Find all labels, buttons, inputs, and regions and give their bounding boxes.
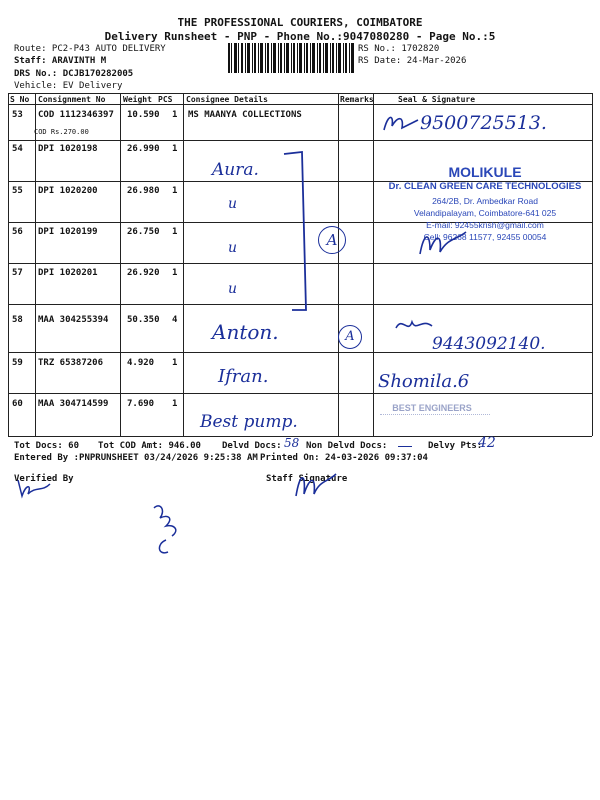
handwritten-name-54: Aura. [212,160,259,180]
drs-number: DRS No.: DCJB170282005 [14,69,134,79]
delivered-docs-value: 58 [284,436,300,450]
row-weight: 10.590 [127,110,160,120]
rs-number: RS No.: 1702820 [358,44,440,54]
stamp-address-2: Velandipalayam, Coimbatore-641 025 [413,208,557,218]
route-label: Route: PC2-P43 AUTO DELIVERY [14,44,166,54]
handwritten-name-60: Best pump. [200,412,298,432]
row-sno: 53 [12,110,23,120]
row-pcs: 4 [172,315,178,325]
extra-signature-mark [144,500,190,560]
staff-signature-label: Staff Signature [266,474,348,484]
verified-by-label: Verified By [14,474,74,484]
row-consignment: MAA 304714599 [38,399,109,409]
col-consignment: Consignment No [38,95,106,104]
company-name: THE PROFESSIONAL COURIERS, COIMBATORE [177,16,423,29]
delivered-docs-label: Delvd Docs: [222,441,282,451]
stamp-cell: Cell: 96268 11577, 92455 00054 [423,232,547,242]
staff-label: Staff: ARAVINTH M [14,56,107,66]
row-pcs: 1 [172,399,178,409]
row-sno: 60 [12,399,23,409]
row-pcs: 1 [172,268,178,278]
handwritten-phone-58: 9443092140. [432,334,546,354]
row-weight: 4.920 [127,358,155,368]
signature-molikule [416,226,470,260]
row-consignment: MAA 304255394 [38,315,109,325]
printed-on: Printed On: 24-03-2026 09:37:04 [260,453,428,463]
row-weight: 26.920 [127,268,160,278]
row-consignment: DPI 1020199 [38,227,98,237]
handwritten-name-59: Ifran. [218,366,269,387]
row-consignee: MS MAANYA COLLECTIONS [188,110,302,120]
row-consignment: DPI 1020200 [38,186,98,196]
best-engineers-stamp-lines [380,414,490,429]
row-pcs: 1 [172,227,178,237]
row-pcs: 1 [172,358,178,368]
row-pcs: 1 [172,144,178,154]
col-pcs: PCS [158,95,173,104]
row-sno: 57 [12,268,23,278]
col-remarks: Remarks [340,95,374,104]
row-weight: 26.750 [127,227,160,237]
delivery-points-label: Delvy Pts: [428,441,483,451]
row-pcs: 1 [172,110,178,120]
row-sno: 58 [12,315,23,325]
row-sno: 55 [12,186,23,196]
verifier-signature [14,476,54,500]
barcode [228,43,356,73]
stamp-brand: MOLIKULE [448,164,522,180]
bracket-mark [280,150,320,314]
row-sno: 56 [12,227,23,237]
row-consignment: TRZ 65387206 [38,358,104,368]
entered-by: Entered By :PNPRUNSHEET 03/24/2026 9:25:38 AM [14,453,258,463]
row-consignment: DPI 1020198 [38,144,98,154]
row-pcs: 1 [172,186,178,196]
row-weight: 50.350 [127,315,160,325]
runsheet-subtitle: Delivery Runsheet - PNP - Phone No.:9047080280 - Page No.:5 [104,30,496,43]
staff-signature [290,466,340,502]
col-weight: Weight [123,95,152,104]
stamp-address-1: 264/2B, Dr. Ambedkar Road [432,196,538,206]
row-consignment: COD 1112346397 [38,110,114,120]
ditto-mark-55: u [228,196,238,212]
vehicle-label: Vehicle: EV Delivery [14,81,123,91]
col-consignee: Consignee Details [186,95,268,104]
circled-a-58: A [338,325,362,349]
non-delivered-docs-label: Non Delvd Docs: [306,441,388,451]
row-weight: 7.690 [127,399,155,409]
row-sno: 54 [12,144,23,154]
delivery-points-value: 42 [478,435,496,451]
row-consignment: DPI 1020201 [38,268,98,278]
circled-a-56: A [318,226,346,254]
ditto-mark-56: u [228,240,238,256]
signature-53 [380,110,424,136]
stamp-company: Dr. CLEAN GREEN CARE TECHNOLOGIES [388,181,582,192]
total-docs: Tot Docs: 60 [14,441,80,451]
total-cod-amount: Tot COD Amt: 946.00 [98,441,201,451]
row-cod-amount: COD Rs.270.00 [34,128,89,136]
best-engineers-stamp: BEST ENGINEERS [392,403,472,413]
row-weight: 26.980 [127,186,160,196]
handwritten-phone-53: 9500725513. [420,112,547,134]
row-sno: 59 [12,358,23,368]
handwritten-sign-59: Shomila.6 [378,371,470,392]
stamp-email: E-mail: 92455krish@gmail.com [426,220,544,230]
col-seal-signature: Seal & Signature [398,95,476,104]
non-delivered-dash [398,446,412,447]
col-sno: S No [10,95,30,104]
ditto-mark-57: u [228,281,238,297]
rs-date: RS Date: 24-Mar-2026 [358,56,467,66]
signature-58 [392,314,436,336]
row-weight: 26.990 [127,144,160,154]
handwritten-name-58: Anton. [212,320,279,344]
